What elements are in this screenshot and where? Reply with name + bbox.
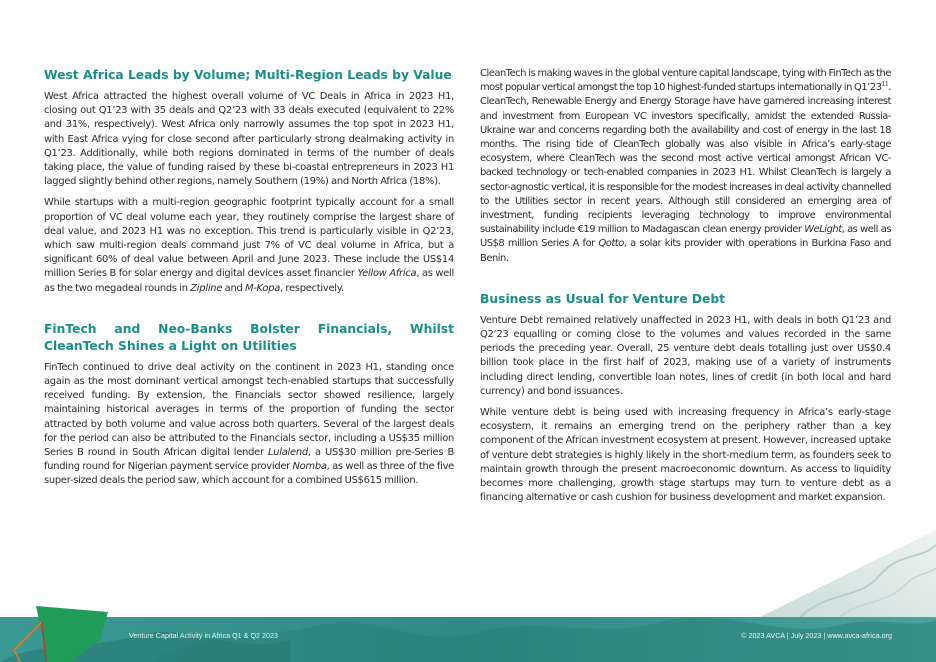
paragraph: CleanTech is making waves in the global venture capital landscape, tying with FinTech as the most popular vertical amongst the top 10 highest-funded startups internationally in $Q1’23^{11}$. CleanTech, Renewable Energy and Energy Storage have have garnered increasing interest and investment from European VC investors specifically, amidst the extended Russia-Ukraine war and concerns regarding both the availability and cost of energy in the last 18 months. The rising tide of CleanTech globally was also visible in Africa’s early-stage ecosystem, where CleanTech was the second most active vertical amongst African VC-backed technology or tech-enabled companies in 2023 H1. Whilst CleanTech is largely a sector-agnostic vertical, it is responsible for the modest increases in deal activity channelled to the Utilities sector in recent years. Although still considered an emerging area of investment, funding recipients leveraging technology to improve environmental sustainability include €19 million to Madagascan clean energy provider WeLight, as well as US$8 million Series A for Qotto, a solar kits provider with operations in Burkina Faso and Benin. — [480, 68, 892, 264]
paragraph: While venture debt is being used with increasing frequency in Africa’s early-stage ecosystem, it remains an emerging trend on the periphery rather than a key component of the African investment ecosystem at present. However, increased uptake of venture debt strategies is highly likely in the short-medium term, as founders seek to maintain growth through the present macroeconomic downturn. As access to liquidity becomes more challenging, growth stage startups may turn to venture debt as a financing alternative or cash cushion for business development and market expansion. — [480, 407, 891, 504]
paragraph: West Africa attracted the highest overall volume of VC Deals in Africa in 2023 H1, closing out Q1’23 with 35 deals and Q2’23 with 33 deals executed (equivalent to 22% and 31%, respectively). West Africa only narrowly assumes the top spot in 2023 H1, with East Africa vying for close second after particularly strong dealmaking activity in Q1’23. Additionally, while both regions dominated in terms of the number of deals taking place, the value of funding raised by these bi-coastal entrepreneurs in 2023 H1 lagged slightly behind other regions, namely Southern (19%) and North Africa (18%). — [44, 91, 454, 188]
footer-report-title: Venture Capital Activity in Africa Q1 & Q2 2023 — [129, 631, 279, 640]
footer-copyright: © 2023 AVCA | July 2023 | www.avca-africa.org — [741, 631, 892, 640]
right-column — [480, 67, 891, 512]
paragraph: While startups with a multi-region geographic footprint typically account for a small proportion of VC deal volume each year, they routinely comprise the largest share of deal value, and 2023 H1 was no exception. This trend is particularly visible in Q2’23, which saw multi-region deals command just 7% of VC deal volume in Africa, but a significant 60% of deal value between April and June 2023. These include the US$14 million Series B for solar energy and digital devices asset financier Yellow Africa, as well as the two megadeal rounds in Zipline and M-Kopa, respectively. — [44, 197, 455, 294]
section-heading-fintech: FinTech and Neo-Banks Bolster Financials, Whilst CleanTech Shines a Light on Utilities — [44, 321, 454, 353]
paragraph: Venture Debt remained relatively unaffected in 2023 H1, with deals in both Q1’23 and Q2’23 equalling or coming close to the volumes and values recorded in the same periods the preceding year. Overall, 25 venture debt deals totalling just over US$0.4 billion took place in the first half of 2023, making use of a variety of instruments including direct lending, convertible loan notes, lines of credit (in both local and hard currency) and bond issuances. — [480, 314, 891, 397]
paragraph: FinTech continued to drive deal activity on the continent in 2023 H1, standing once again as the most dominant vertical amongst tech-enabled startups that successfully received funding. By extension, the Financials sector showed resilience, largely maintaining historical averages in terms of the proportion of funding the sector attracted by both volume and value across both quarters. Several of the largest deals for the period can also be attributed to the Financials sector, including a US$35 million Series B round in South African digital lender Lulalend, a US$30 million pre-Series B funding round for Nigerian payment service provider Nomba, as well as three of the five super-sized deals the period saw, which account for a combined US$615 million. — [44, 361, 454, 487]
left-column — [44, 67, 454, 496]
section-heading-venture-debt: Business as Usual for Venture Debt — [480, 291, 726, 306]
section-heading-west-africa: West Africa Leads by Volume; Multi-Region Leads by Value — [44, 68, 452, 82]
footnote-ref: 11 — [881, 80, 889, 88]
corner-triangle-art — [760, 530, 936, 617]
